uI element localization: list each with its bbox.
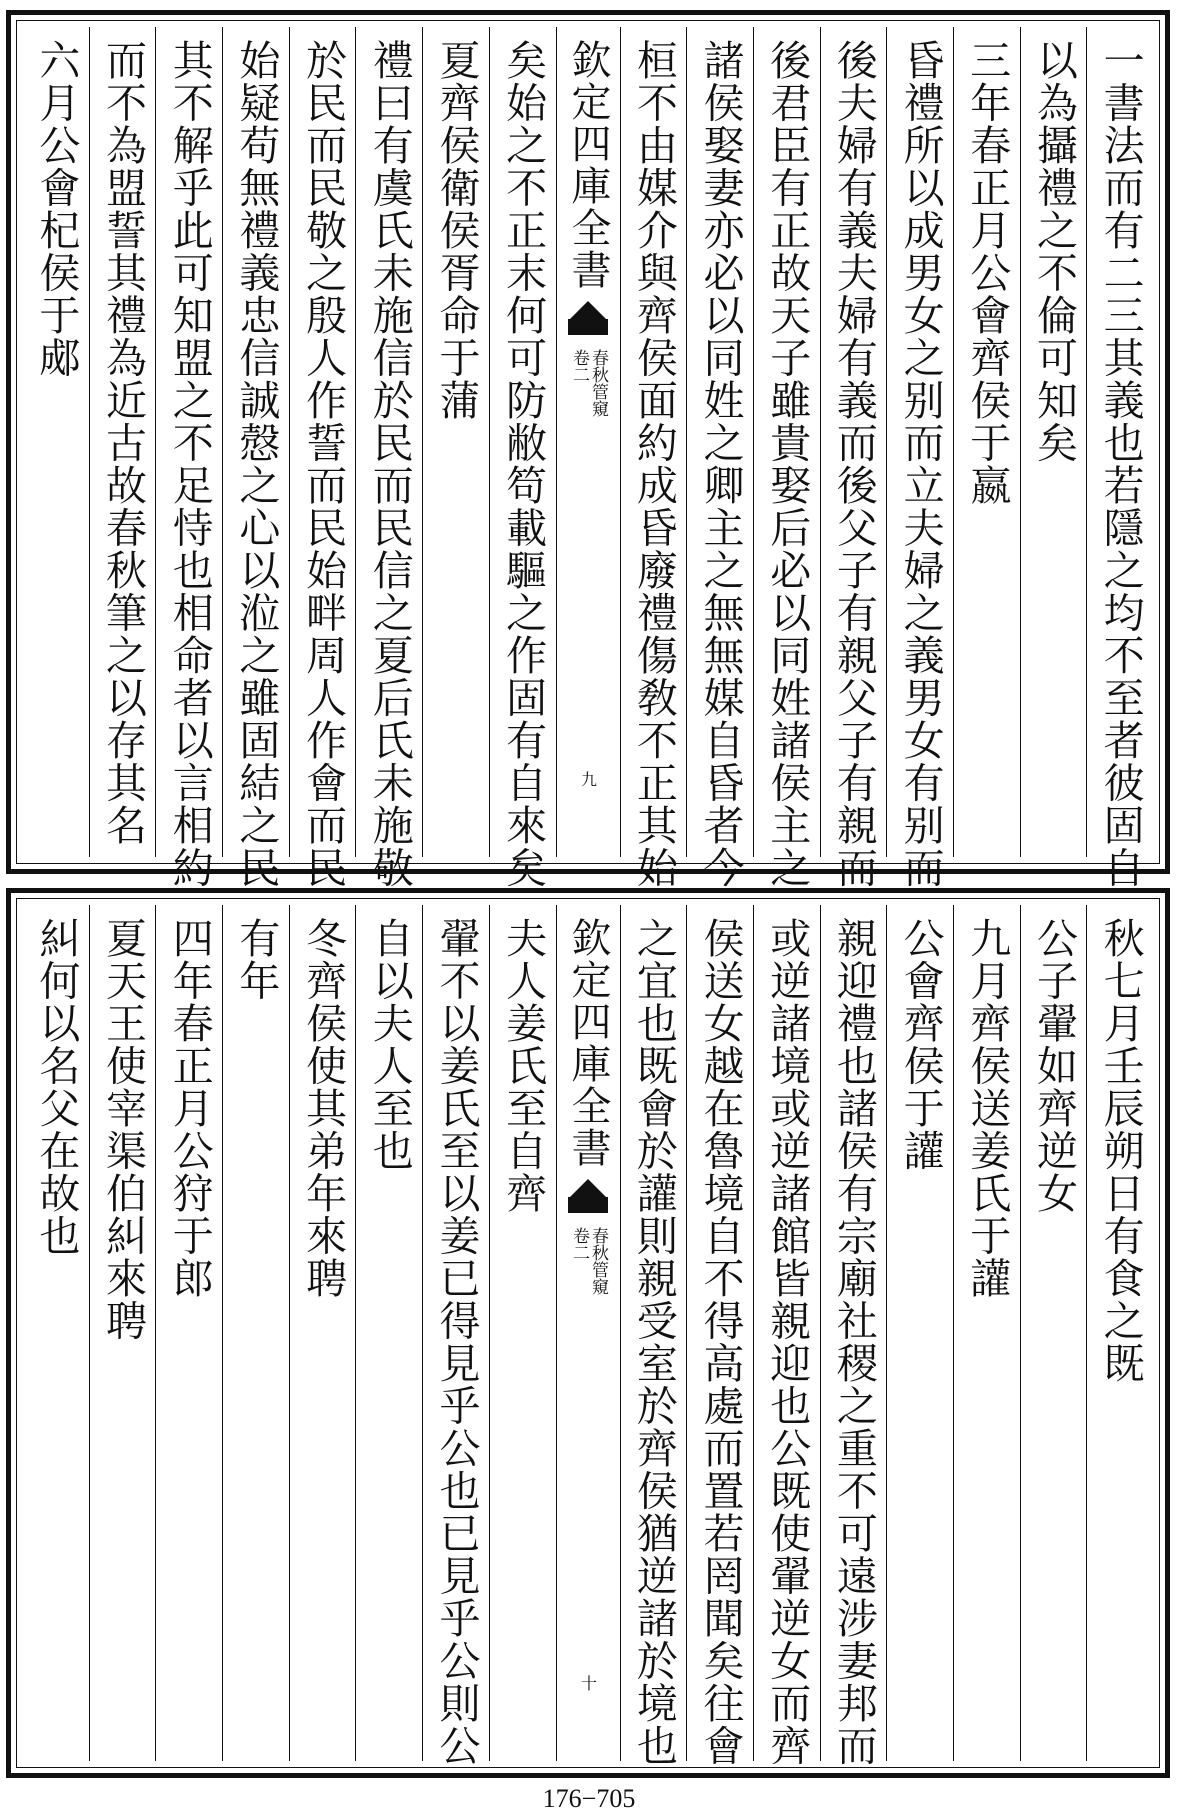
column-text: 於民而民敬之殷人作誓而民始畔周人作會而民 [299,39,348,889]
text-column [686,27,753,889]
spine-leaf-number: 九 [578,771,598,787]
column-text: 後夫婦有義夫婦有義而後父子有親父子有親而 [829,39,878,889]
column-text: 夫人姜氏至自齊 [499,917,548,1215]
column-text: 昏禮所以成男女之别而立夫婦之義男女有别而 [896,39,945,889]
text-column [489,905,556,1761]
text-column [886,27,953,889]
text-column [489,27,556,889]
column-text: 或逆諸境或逆諸館皆親迎也公既使翬逆女而齊 [763,917,812,1767]
column-text: 桓不由媒介與齊侯面約成昏廢禮傷敎不正其始 [629,39,678,889]
column-text: 九月齊侯送姜氏于讙 [963,917,1012,1300]
top-page [6,10,1170,889]
text-column [953,27,1020,857]
text-column [753,905,820,1767]
column-text: 四年春正月公狩于郎 [165,917,214,1300]
column-text: 諸侯娶妻亦必以同姓之卿主之無無媒自昏者今 [696,39,745,889]
text-column [355,905,422,1761]
column-text: 秋七月壬辰朔日有食之既 [1096,917,1145,1385]
column-text: 冬齊侯使其弟年來聘 [299,917,348,1300]
column-text: 公子翬如齊逆女 [1029,917,1078,1215]
text-column [1086,27,1153,889]
text-column [89,27,156,857]
text-column [422,27,489,857]
text-column [355,27,422,889]
text-column [89,905,156,1761]
bottom-page-columns [23,905,1153,1767]
column-text: 夏天王使宰渠伯糾來聘 [99,917,148,1342]
column-text: 之宜也既會於讙則親受室於齊侯猶逆諸於境也 [629,917,678,1767]
column-text: 糾何以名父在故也 [32,917,81,1257]
text-column [289,905,356,1761]
bottom-page [6,888,1170,1778]
text-column [620,27,687,889]
column-text: 而不為盟誓其禮為近古故春秋筆之以存其名 [99,39,148,847]
page-number: 176−705 [542,1784,636,1813]
fishtail-mark-icon [568,301,608,335]
column-text: 始疑苟無禮義忠信誠慤之心以涖之雖固結之民 [232,39,281,889]
column-text: 翬不以姜氏至以姜已得見乎公也已見乎公則公 [432,917,481,1767]
text-column [155,905,222,1761]
column-text: 後君臣有正故天子雖貴娶后必以同姓諸侯主之 [763,39,812,889]
column-text: 有年 [232,917,281,1002]
text-column [1020,905,1087,1761]
text-column [886,905,953,1761]
text-column [23,27,89,857]
column-text: 三年春正月公會齊侯于嬴 [963,39,1012,507]
text-column [422,905,489,1767]
column-text: 自以夫人至也 [365,917,414,1172]
text-column [289,27,356,889]
spine-title: 欽定四庫全書 [565,39,611,291]
spine-leaf-number: 十 [578,1675,598,1691]
text-column [620,905,687,1767]
text-column [23,905,89,1761]
column-text: 禮曰有虞氏未施信於民而民信之夏后氏未施敬 [365,39,414,889]
column-text: 其不解乎此可知盟之不足恃也相命者以言相約 [165,39,214,889]
column-text: 矣始之不正末何可防敝笱載驅之作固有自來矣 [499,39,548,889]
text-column [1020,27,1087,857]
text-column [753,27,820,889]
column-text: 以為攝禮之不倫可知矣 [1029,39,1078,464]
column-text: 六月公會杞侯于郕 [32,39,81,379]
spine-volume: 卷二 [569,349,589,383]
column-text: 一書法而有二三其義也若隱之均不至者彼固自 [1096,39,1145,889]
column-text: 公會齊侯于讙 [896,917,945,1172]
column-text: 親迎禮也諸侯有宗廟社稷之重不可遠涉妻邦而 [829,917,878,1767]
column-text: 夏齊侯衛侯胥命于蒲 [432,39,481,422]
text-column [1086,905,1153,1761]
center-spine [556,905,620,1761]
text-column [222,27,289,889]
text-column [686,905,753,1767]
text-column [820,905,887,1767]
spine-title: 欽定四庫全書 [565,917,611,1169]
text-column [953,905,1020,1761]
spine-volume: 卷二 [569,1227,589,1261]
center-spine [556,27,620,857]
spine-book-title: 春秋管窺 [588,349,608,417]
top-page-columns [23,27,1153,889]
text-column [155,27,222,889]
fishtail-mark-icon [568,1179,608,1213]
spine-book-title: 春秋管窺 [588,1227,608,1295]
text-column [222,905,289,1761]
column-text: 侯送女越在魯境自不得高處而置若罔聞矣往會 [696,917,745,1767]
text-column [820,27,887,889]
